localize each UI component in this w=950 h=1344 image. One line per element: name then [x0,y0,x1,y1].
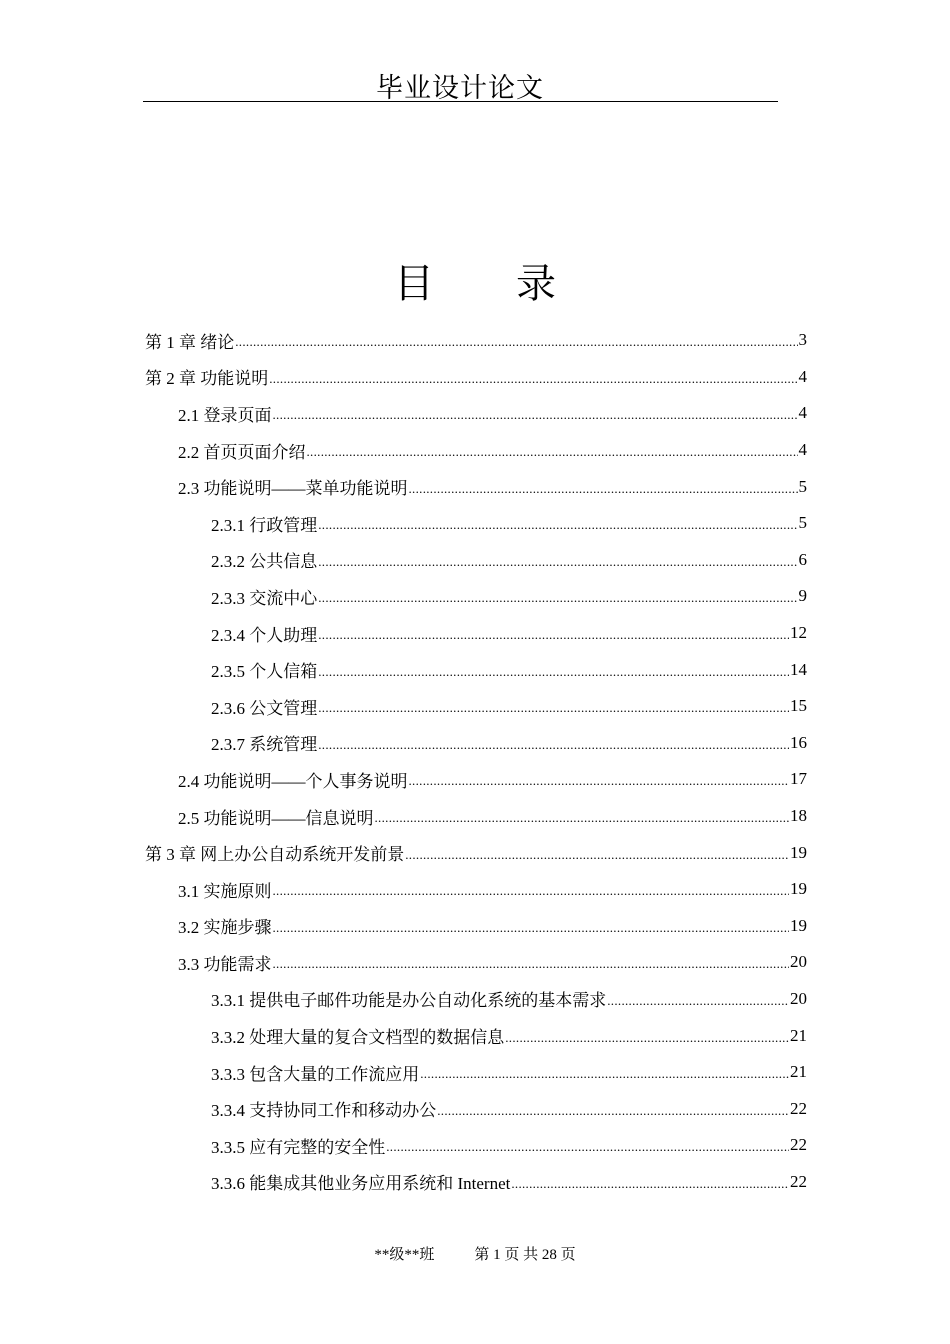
toc-dot-leader [318,664,789,680]
toc-entry-label: 2.3.1 行政管理 [211,515,318,535]
toc-entry-label: 2.3.2 公共信息 [211,552,318,572]
toc-dot-leader [235,334,797,350]
toc-entry[interactable] [145,908,807,945]
toc-dot-leader [318,700,789,716]
toc-entry[interactable] [145,542,807,579]
toc-entry[interactable] [145,944,807,981]
toc-entry-label: 3.3.2 处理大量的复合文档型的数据信息 [211,1028,505,1048]
toc-entry-label: 2.5 功能说明——信息说明 [178,808,374,828]
page-footer [0,1243,950,1264]
toc-entry-page-number: 15 [790,696,807,716]
toc-entry[interactable] [145,981,807,1018]
toc-entry-label: 3.3.6 能集成其他业务应用系统和 Internet [211,1174,511,1194]
toc-entry-label: 第 3 章 网上办公自动系统开发前景 [145,845,405,865]
toc-dot-leader [307,444,798,460]
toc-entry[interactable] [145,578,807,615]
toc-entry-label: 2.3.4 个人助理 [211,625,318,645]
toc-dot-leader [409,773,790,789]
toc-heading-char-2: 录 [516,261,556,306]
toc-entry[interactable] [145,1017,807,1054]
toc-entry[interactable] [145,322,807,359]
toc-entry-page-number: 3 [798,330,807,350]
toc-entry-label: 3.1 实施原则 [178,881,272,901]
toc-dot-leader [437,1103,789,1119]
toc-entry-page-number: 14 [790,659,807,679]
toc-entry-page-number: 22 [790,1098,807,1118]
toc-entry[interactable] [145,395,807,432]
toc-entry[interactable] [145,1054,807,1091]
toc-entry-page-number: 5 [798,476,807,496]
toc-dot-leader [420,1066,789,1082]
toc-entry-label: 2.3.5 个人信箱 [211,662,318,682]
toc-entry-page-number: 20 [790,952,807,972]
toc-dot-leader [505,1030,789,1046]
toc-entry-page-number: 18 [790,806,807,826]
toc-entry-label: 3.3.4 支持协同工作和移动办公 [211,1101,437,1121]
toc-entry[interactable] [145,359,807,396]
toc-entry-page-number: 20 [790,988,807,1008]
page-header-title: 毕业设计论文 [376,73,544,103]
toc-entry-label: 2.3.3 交流中心 [211,588,318,608]
toc-dot-leader [375,810,790,826]
toc-entry[interactable] [145,1090,807,1127]
toc-entry[interactable] [145,432,807,469]
toc-entry-page-number: 5 [798,513,807,533]
toc-entry[interactable] [145,1164,807,1201]
toc-dot-leader [273,407,798,423]
toc-entry-label: 2.1 登录页面 [178,405,272,425]
toc-dot-leader [318,627,789,643]
toc-entry[interactable] [145,725,807,762]
toc-entry-label: 2.4 功能说明——个人事务说明 [178,771,408,791]
toc-entry[interactable] [145,505,807,542]
toc-entry-page-number: 22 [790,1135,807,1155]
toc-entry-label: 第 2 章 功能说明 [145,369,269,389]
toc-dot-leader [386,1139,789,1155]
toc-entry-page-number: 12 [790,623,807,643]
toc-entry-label: 3.3.5 应有完整的安全性 [211,1137,386,1157]
toc-entry-page-number: 6 [798,549,807,569]
header-rule [143,101,778,102]
toc-entry-page-number: 9 [798,586,807,606]
toc-dot-leader [269,371,797,387]
toc-dot-leader [318,737,789,753]
toc-entry-page-number: 4 [798,403,807,423]
toc-entry-label: 3.3.1 提供电子邮件功能是办公自动化系统的基本需求 [211,991,607,1011]
toc-entry-page-number: 19 [790,842,807,862]
toc-heading-char-1: 目 [394,261,434,306]
toc-entry-page-number: 19 [790,915,807,935]
toc-dot-leader [273,883,790,899]
toc-entry-page-number: 17 [790,769,807,789]
toc-entry-label: 第 1 章 绪论 [145,332,235,352]
footer-page-info: 第 1 页 共 28 页 [474,1247,576,1263]
toc-entry-label: 2.3.7 系统管理 [211,735,318,755]
toc-entry[interactable] [145,615,807,652]
toc-dot-leader [273,920,790,936]
toc-entry[interactable] [145,1127,807,1164]
toc-dot-leader [607,993,789,1009]
toc-dot-leader [318,517,797,533]
toc-entry[interactable] [145,761,807,798]
toc-dot-leader [405,847,789,863]
toc-entry-page-number: 4 [798,440,807,460]
toc-entry-page-number: 21 [790,1062,807,1082]
toc-dot-leader [318,590,797,606]
toc-entry-label: 2.3.6 公文管理 [211,698,318,718]
toc-heading [0,252,950,309]
toc-entry-label: 2.3 功能说明——菜单功能说明 [178,479,408,499]
toc-entry-page-number: 19 [790,879,807,899]
toc-entry[interactable] [145,871,807,908]
toc-entry-page-number: 21 [790,1025,807,1045]
toc-entry[interactable] [145,468,807,505]
toc-entry-page-number: 22 [790,1171,807,1191]
toc-entry[interactable] [145,834,807,871]
toc-entry[interactable] [145,798,807,835]
toc-dot-leader [318,554,797,570]
toc-entry-label: 2.2 首页页面介绍 [178,442,306,462]
toc-entry-label: 3.2 实施步骤 [178,918,272,938]
toc-dot-leader [409,481,798,497]
footer-class-label: **级**班 [374,1247,435,1263]
toc-entry-label: 3.3.3 包含大量的工作流应用 [211,1064,420,1084]
toc-entry-page-number: 4 [798,366,807,386]
table-of-contents [145,322,807,1200]
toc-entry[interactable] [145,688,807,725]
toc-dot-leader [511,1176,789,1192]
toc-dot-leader [273,956,790,972]
toc-entry[interactable] [145,651,807,688]
toc-entry-page-number: 16 [790,732,807,752]
toc-entry-label: 3.3 功能需求 [178,954,272,974]
